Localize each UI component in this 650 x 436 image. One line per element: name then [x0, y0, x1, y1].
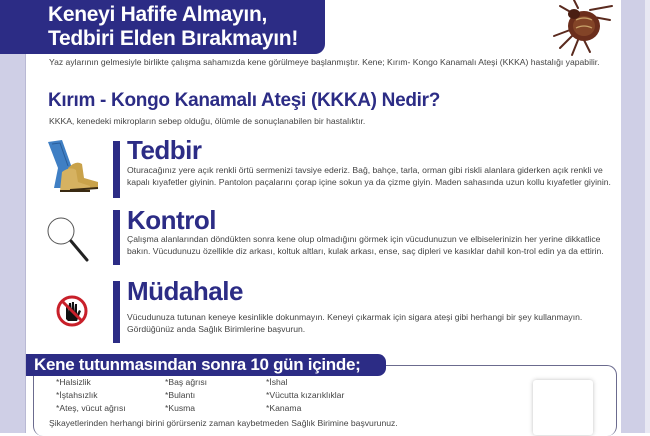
symptom-item: *Ateş, vücut ağrısı [56, 403, 126, 413]
jeans-and-boots-icon [42, 138, 102, 193]
tick-icon [540, 0, 620, 58]
mudahale-title: Müdahale [127, 276, 243, 306]
symptoms-note: Şikayetlerinden herhangi birini görürseniz zaman kaybetmeden Sağlık Birimine başvurunuz. [49, 418, 398, 428]
kontrol-text: Çalışma alanlarından döndükten sonra kene olup olmadığını görmek için vücudunuzun ve elbiselerinizin her yerine dikkatlice bakın. Vücudunuzu özellikle diz arkası, koltuk altları, kulak arkası, ense, saç dipleri ve kasıklar dahil kon-trol edin ya da ettirin. [127, 234, 604, 256]
blank-card [533, 380, 593, 435]
mudahale-accent-bar [113, 281, 120, 343]
symptom-item: *İshal [266, 377, 288, 387]
symptoms-heading: Kene tutunmasından sonra 10 gün içinde; [34, 355, 361, 374]
kontrol-accent-bar [113, 210, 120, 265]
tedbir-text: Oturacağınız yere açık renkli örtü sermenizi tavsiye ederiz. Bağ, bahçe, tarla, orman gibi riskli alanlara giderken açık renkli ve kapalı kıyafetler giyinin. Pantolon paçalarını çorap içine sokun ya da çizme giyin. Maden sahasında uzun kollu kıyafetler giyinin. [127, 165, 611, 187]
kkka-heading: Kırım - Kongo Kanamalı Ateşi (KKKA) Nedir? [48, 90, 441, 111]
symptom-item: *Bulantı [165, 390, 196, 400]
symptom-item: *Baş ağrısı [165, 377, 208, 387]
kontrol-title: Kontrol [127, 205, 216, 235]
left-margin-band [0, 0, 26, 433]
no-touch-hand-icon [55, 294, 89, 328]
symptom-item: *İştahsızlık [56, 390, 98, 400]
title-line-1: Keneyi Hafife Almayın, [48, 3, 268, 26]
symptom-item: *Kusma [165, 403, 196, 413]
mudahale-text: Vücudunuza tutunan keneye kesinlikle dokunmayın. Keneyi çıkarmak için sigara ateşi gibi herhangi bir şey kullanmayın. Gördüğünüz anda Sağlık Birimlerine başvurun. [127, 312, 583, 334]
title-line-2: Tedbiri Elden Bırakmayın! [48, 27, 299, 50]
tedbir-title: Tedbir [127, 135, 202, 165]
symptom-item: *Kanama [266, 403, 302, 413]
intro-text: Yaz aylarının gelmesiyle birlikte çalışma sahamızda kene görülmeye başlanmıştır. Kene; Kırım- Kongo Kanamalı Ateşi (KKKA) hastalığı yapabilir. [49, 57, 600, 67]
symptom-item: *Vücutta kızarıklıklar [266, 390, 345, 400]
tedbir-accent-bar [113, 141, 120, 198]
symptom-item: *Halsizlik [56, 377, 91, 387]
magnifying-glass-icon [45, 214, 91, 264]
kkka-description: KKKA, kenedeki mikropların sebep olduğu, ölümle de sonuçlanabilen bir hastalıktır. [49, 116, 366, 126]
right-edge [645, 0, 650, 433]
